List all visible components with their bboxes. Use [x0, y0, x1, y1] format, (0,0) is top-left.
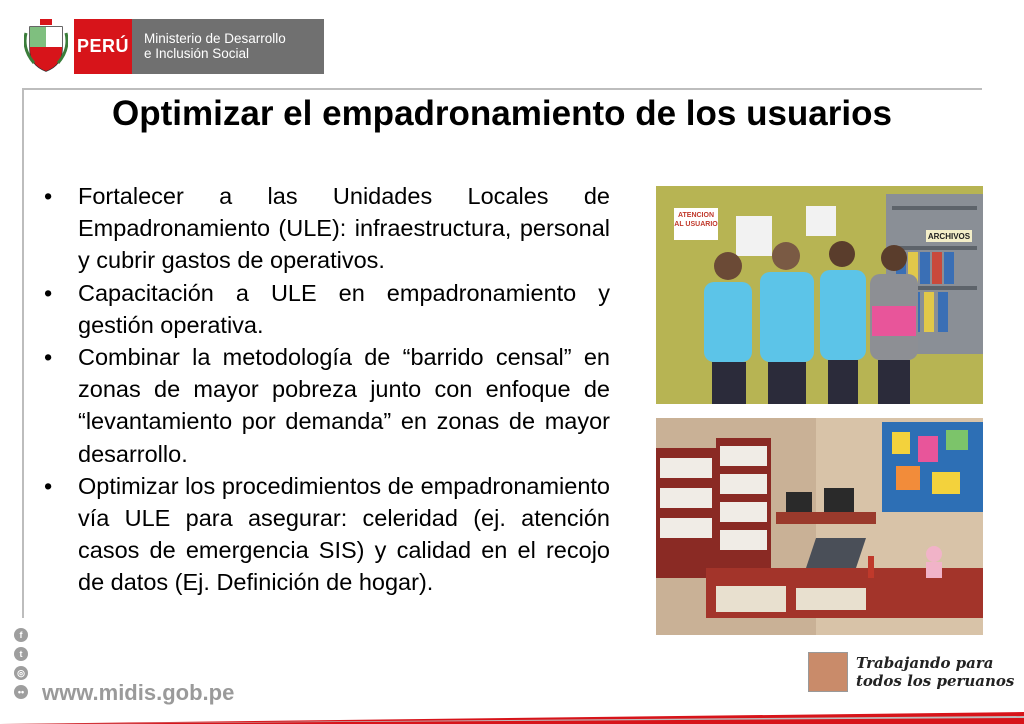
slogan-text [856, 654, 1014, 690]
archivos-label: ARCHIVOS [927, 232, 971, 241]
staff-photo [656, 186, 983, 404]
social-icons [14, 628, 30, 704]
slogan-line-2: todos los peruanos [856, 672, 1015, 690]
slogan-child-photo [808, 652, 848, 692]
bullet-item: • Combinar la metodología de “barrido censal” en zonas de mayor pobreza junto con enfoque de “levantamiento por demanda” en zonas de mayor desarrollo. [40, 341, 610, 470]
website-url[interactable]: www.midis.gob.pe [42, 680, 235, 705]
ministry-line-1: Ministerio de Desarrollo [144, 31, 286, 46]
twitter-icon[interactable]: t [14, 647, 28, 661]
instagram-icon[interactable]: ◎ [14, 666, 28, 680]
bullet-item: • Capacitación a ULE en empadronamiento y gestión operativa. [40, 277, 610, 341]
flickr-icon[interactable]: •• [14, 685, 28, 699]
ministry-name [132, 19, 324, 74]
slide-title: Optimizar el empadronamiento de los usuarios [112, 94, 892, 133]
bullet-item: • Optimizar los procedimientos de empadronamiento vía ULE para asegurar: celeridad (ej. atención casos de emergencia SIS) y calidad en el recojo de datos (Ej. Definición de hogar). [40, 470, 610, 599]
header-logo [24, 18, 324, 74]
ministry-line-2: e Inclusión Social [144, 46, 250, 61]
office-photo [656, 418, 983, 635]
top-divider [22, 88, 982, 90]
peru-label: PERÚ [74, 19, 132, 74]
left-divider [22, 88, 24, 618]
bullet-list [40, 180, 610, 599]
facebook-icon[interactable]: f [14, 628, 28, 642]
slogan-logo [808, 652, 1014, 692]
bottom-stripe [0, 712, 1024, 724]
slogan-line-1: Trabajando para [856, 654, 994, 672]
bullet-item: • Fortalecer a las Unidades Locales de Empadronamiento (ULE): infraestructura, personal y cubrir gastos de operativos. [40, 180, 610, 277]
coat-of-arms-icon [24, 19, 68, 73]
attention-sign: ATENCION AL USUARIO [674, 212, 718, 228]
